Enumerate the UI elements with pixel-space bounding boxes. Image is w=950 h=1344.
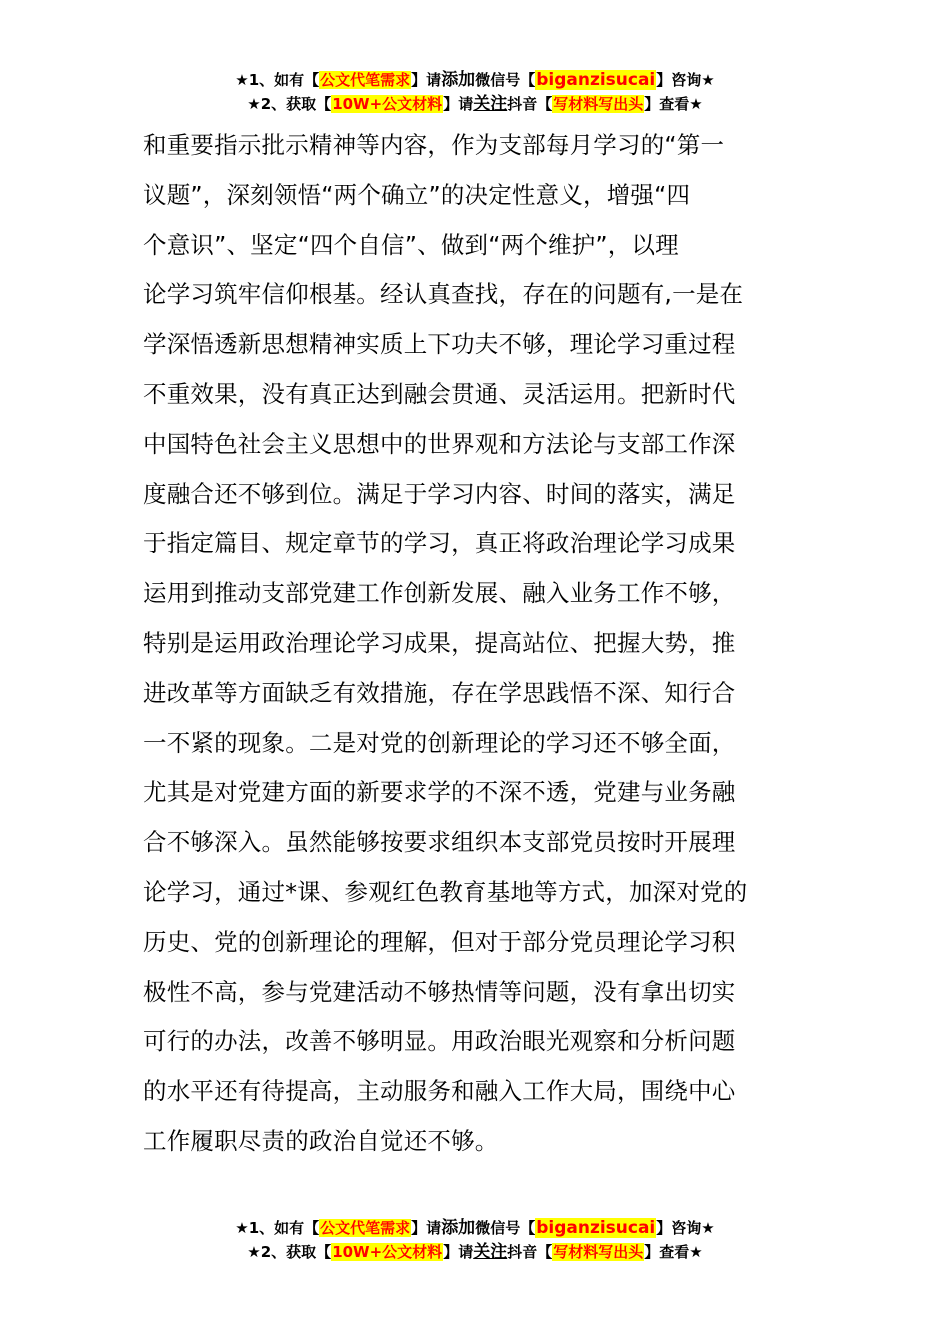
body-line: 个意识”、坚定“四个自信”、做到“两个维护”，以理 — [143, 230, 679, 259]
promo-line-1-highlight-service: 公文代笔需求 — [320, 71, 411, 89]
promo-line-2-emphasis: 关注 — [473, 1242, 508, 1262]
document-body — [143, 121, 813, 1167]
promo-line-2 — [0, 92, 950, 116]
body-line: 中国特色社会主义思想中的世界观和方法论与支部工作深 — [143, 429, 736, 458]
promo-line-2-mid: 】请 — [443, 95, 474, 113]
promo-line-2-mid2: 抖音【 — [507, 1243, 553, 1261]
promo-line-2-suffix: 】查看★ — [644, 95, 703, 113]
body-line: 议题”，深刻领悟“两个确立”的决定性意义，增强“四 — [143, 180, 691, 209]
promo-line-1-suffix: 】咨询★ — [656, 1219, 715, 1237]
body-line: 特别是运用政治理论学习成果，提高站位、把握大势，推 — [143, 628, 736, 657]
promo-line-1-wechat-id: biganzisucai — [536, 70, 656, 90]
body-line: 于指定篇目、规定章节的学习，真正将政治理论学习成果 — [143, 529, 736, 558]
promo-line-2-douyin-name: 写材料写出头 — [553, 1243, 644, 1261]
body-line: 极性不高，参与党建活动不够热情等问题，没有拿出切实 — [143, 977, 736, 1006]
body-line: 尤其是对党建方面的新要求学的不深不透，党建与业务融 — [143, 778, 736, 807]
body-line: 工作履职尽责的政治自觉还不够。 — [143, 1126, 499, 1155]
body-line: 论学习筑牢信仰根基。经认真查找，存在的问题有,一是在 — [143, 280, 744, 309]
footer-promo — [0, 1216, 950, 1264]
header-promo — [0, 68, 950, 116]
promo-line-2-mid: 】请 — [443, 1243, 474, 1261]
promo-line-2-suffix: 】查看★ — [644, 1243, 703, 1261]
body-line: 的水平还有待提高，主动服务和融入工作大局，围绕中心 — [143, 1077, 736, 1106]
body-line: 合不够深入。虽然能够按要求组织本支部党员按时开展理 — [143, 828, 736, 857]
promo-line-1-mid2: 微信号【 — [475, 71, 536, 89]
promo-line-1-prefix: ★1、如有【 — [235, 71, 320, 89]
promo-line-2-mid2: 抖音【 — [507, 95, 553, 113]
promo-line-1-mid: 】请 — [411, 1219, 442, 1237]
promo-line-1-mid2: 微信号【 — [475, 1219, 536, 1237]
body-line: 度融合还不够到位。满足于学习内容、时间的落实，满足 — [143, 479, 736, 508]
body-line: 历史、党的创新理论的理解，但对于部分党员理论学习积 — [143, 927, 736, 956]
promo-line-2-douyin-name: 写材料写出头 — [553, 95, 644, 113]
promo-line-1-suffix: 】咨询★ — [656, 71, 715, 89]
body-line: 和重要指示批示精神等内容，作为支部每月学习的“第一 — [143, 131, 725, 159]
promo-line-2-prefix: ★2、获取【 — [247, 1243, 332, 1261]
promo-line-1-emphasis: 添加 — [441, 1218, 476, 1238]
body-line: 一不紧的现象。二是对党的创新理论的学习还不够全面， — [143, 728, 736, 757]
promo-line-1-prefix: ★1、如有【 — [235, 1219, 320, 1237]
promo-line-1 — [0, 68, 950, 92]
promo-line-1-highlight-service: 公文代笔需求 — [320, 1219, 411, 1237]
promo-line-1-wechat-id: biganzisucai — [536, 1218, 656, 1238]
body-line: 运用到推动支部党建工作创新发展、融入业务工作不够， — [143, 579, 736, 608]
body-line: 论学习，通过*课、参观红色教育基地等方式，加深对党的 — [143, 877, 748, 906]
body-line: 进改革等方面缺乏有效措施，存在学思践悟不深、知行合 — [143, 678, 736, 707]
promo-line-2 — [0, 1240, 950, 1264]
promo-line-1-emphasis: 添加 — [441, 70, 476, 90]
promo-line-1-mid: 】请 — [411, 71, 442, 89]
promo-line-1 — [0, 1216, 950, 1240]
promo-line-2-highlight-materials: 10W+公文材料 — [332, 95, 443, 113]
body-line: 可行的办法，改善不够明显。用政治眼光观察和分析问题 — [143, 1027, 736, 1056]
body-line: 学深悟透新思想精神实质上下功夫不够，理论学习重过程 — [143, 330, 736, 359]
body-line: 不重效果，没有真正达到融会贯通、灵活运用。把新时代 — [143, 379, 736, 408]
promo-line-2-emphasis: 关注 — [473, 94, 508, 114]
promo-line-2-highlight-materials: 10W+公文材料 — [332, 1243, 443, 1261]
promo-line-2-prefix: ★2、获取【 — [247, 95, 332, 113]
